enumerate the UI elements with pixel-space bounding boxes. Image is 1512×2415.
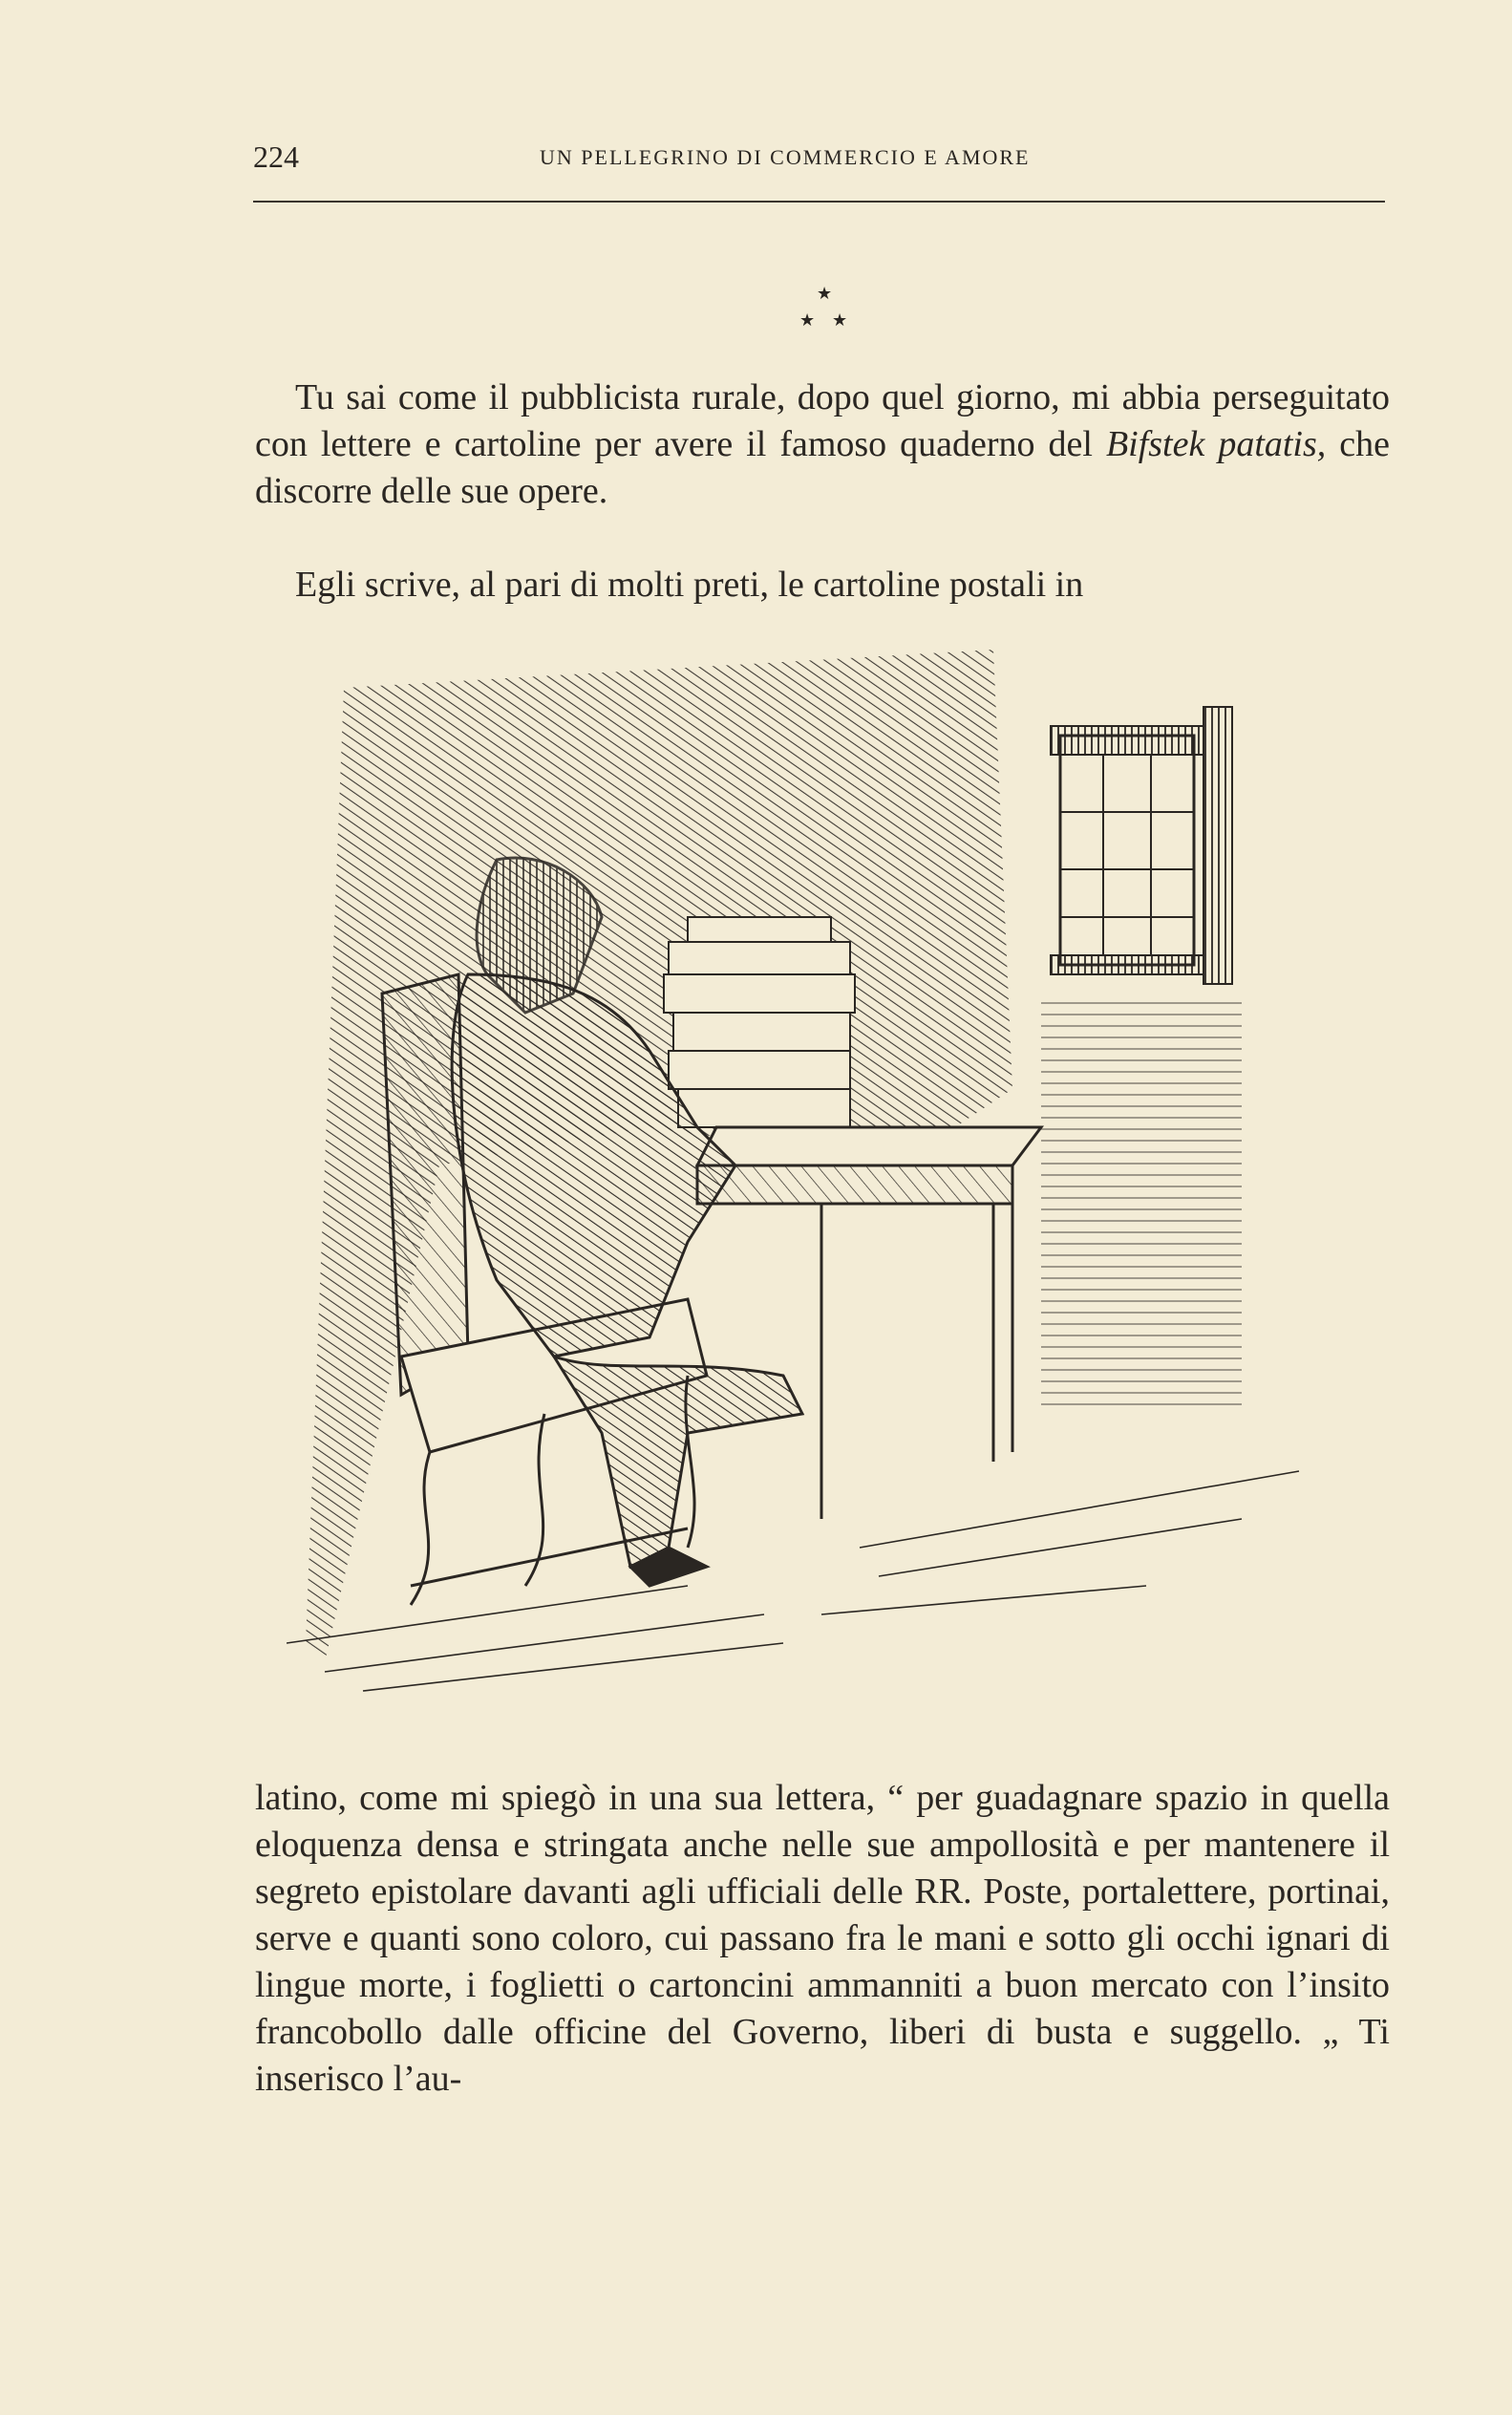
- paper-stack: [664, 917, 855, 1127]
- window: [1051, 707, 1232, 984]
- asterism-star-right: ★: [832, 310, 848, 330]
- lit-wall: [1041, 994, 1242, 1414]
- paragraph-1-italic-title: Bifstek patatis,: [1105, 424, 1327, 464]
- illustration-man-at-desk: [287, 630, 1337, 1720]
- page-number: 224: [253, 139, 299, 174]
- paragraph-1-text-b: che discorre delle sue opere.: [255, 424, 1391, 511]
- paragraph-3: latino, come mi spiegò in una sua lettera, “ per guadagnare spazio in quella eloquenza densa e stringata anche nelle sue ampollosità e per mantenere il segreto epistolare davanti agli ufficiali delle RR. Poste, portalettere, portinai, serve e quanti sono coloro, cui passano fra le mani e sotto gli occhi ignari di lingue morte, i foglietti o cartoncini ammanniti a buon mercato con l’insito francobollo dalle officine del Governo, liberi di busta e suggello. „ Ti inserisco l’au-: [255, 1778, 1390, 2099]
- paragraph-1: [255, 374, 1390, 515]
- paragraph-2: Egli scrive, al pari di molti preti, le cartoline postali in: [295, 565, 1084, 605]
- running-title: UN PELLEGRINO DI COMMERCIO E AMORE: [540, 145, 1031, 169]
- page-header: [253, 139, 1385, 178]
- asterism-star-top: ★: [817, 284, 833, 303]
- desk: [697, 1127, 1041, 1519]
- asterism-star-left: ★: [799, 310, 816, 330]
- header-rule: [253, 201, 1385, 203]
- section-asterism: [798, 285, 855, 332]
- paragraph-1-text-a: Tu sai come il pubblicista rurale, dopo quel giorno, mi abbia perseguitato con lettere e cartoline per avere il famoso quaderno del: [255, 377, 1390, 464]
